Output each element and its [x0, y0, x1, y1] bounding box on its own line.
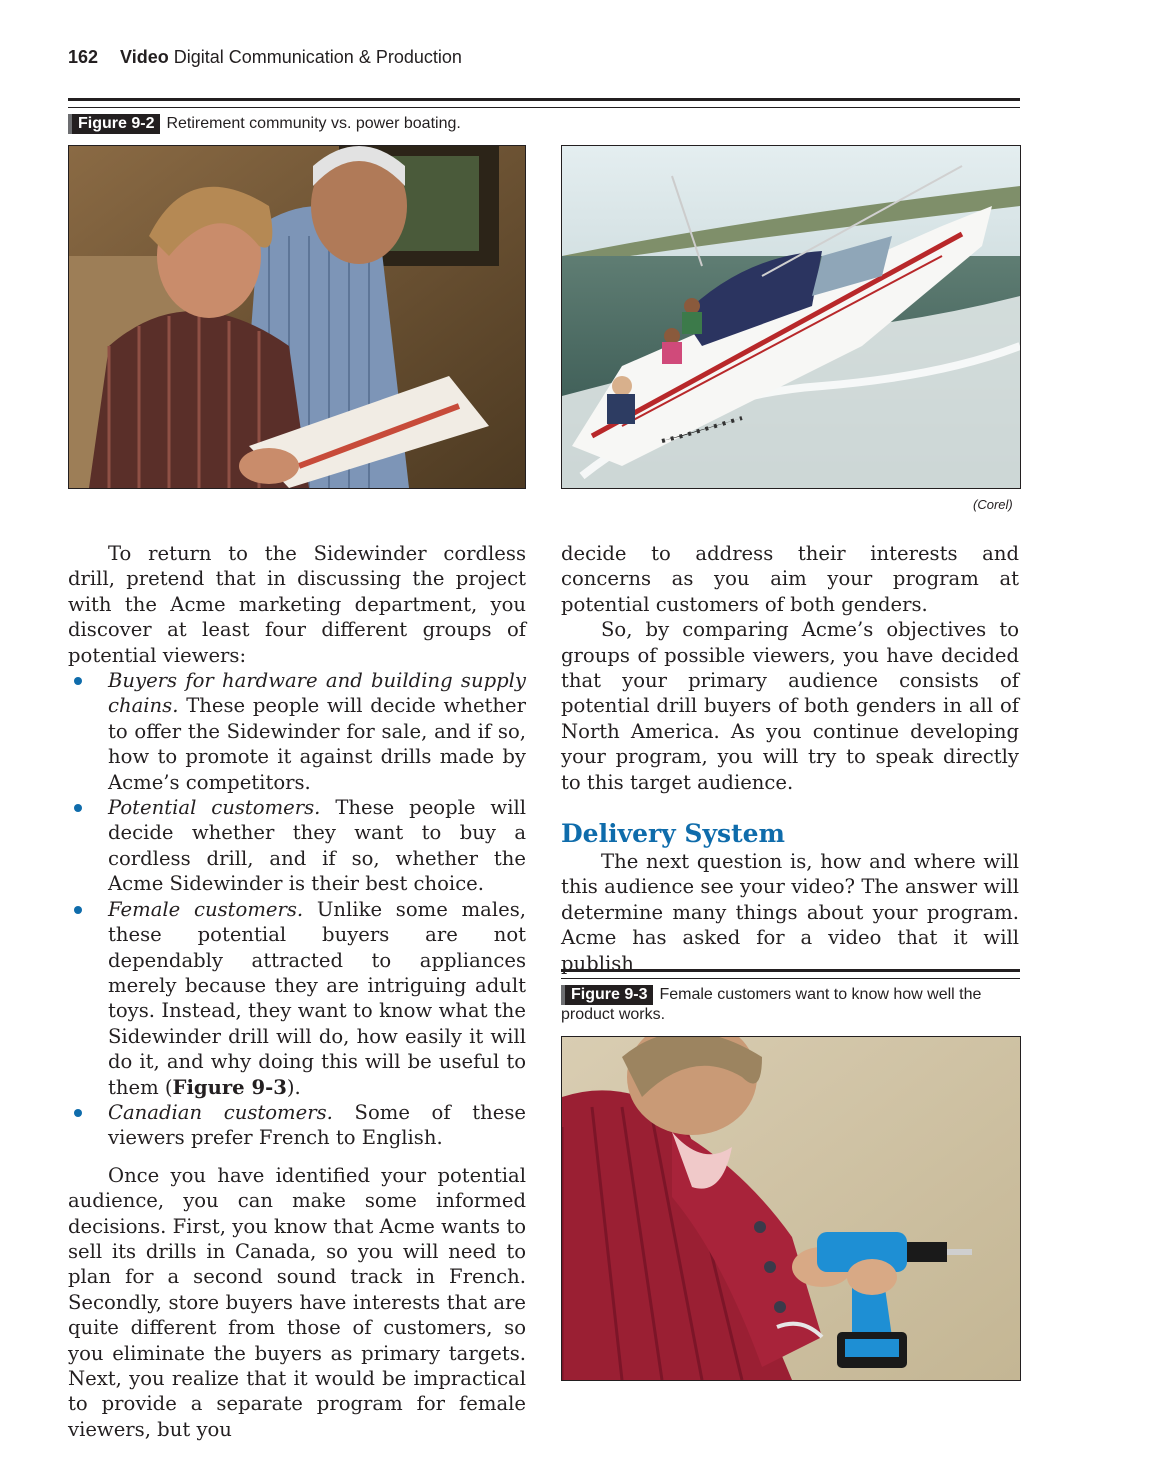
figure-label: Figure 9-2: [68, 114, 160, 134]
section-heading: Delivery System: [561, 819, 785, 849]
couple-photo: [68, 145, 526, 489]
figure-caption-text: Retirement community vs. power boating.: [166, 115, 461, 132]
viewer-groups-list: [68, 668, 526, 1151]
bullet-term: Potential customers.: [108, 796, 321, 820]
bullet-term: Female customers.: [108, 897, 304, 921]
continued-paragraph: decide to address their interests and concerns as you aim your program at potential customers of both genders.: [561, 542, 1019, 616]
list-item: [68, 897, 526, 1100]
figure-rule: [561, 969, 1020, 979]
figure-9-3-caption: [561, 985, 1023, 1025]
bullet-icon: [74, 677, 82, 685]
bullet-text: These people will decide whether to offer the Sidewinder for sale, and if so, how to promote it against drills made by Acme’s competitors.: [108, 694, 526, 794]
book-title: Digital Communication & Production: [173, 47, 462, 67]
photo-credit: (Corel): [973, 497, 1013, 512]
drill-photo: [561, 1036, 1021, 1381]
audience-paragraph: So, by comparing Acme’s objectives to groups of possible viewers, you have decided that your primary audience consists of potential drill buyers of both genders in all of North America. As you continue developing your program, you will try to speak directly to this target audience.: [561, 618, 1019, 794]
page-number: 162: [68, 47, 99, 67]
running-header: [68, 47, 462, 68]
intro-paragraph: To return to the Sidewinder cordless drill, pretend that in discussing the project with the Acme marketing department, you discover at least four different groups of potential viewers:: [68, 542, 526, 667]
list-item: [68, 1100, 526, 1151]
right-column: [561, 541, 1019, 976]
bullet-icon: [74, 804, 82, 812]
list-item: [68, 668, 526, 795]
bullet-text: Some of these viewers prefer French to English.: [108, 1100, 526, 1150]
section-name: Video: [120, 47, 169, 67]
list-item: [68, 795, 526, 897]
delivery-paragraph: The next question is, how and where will this audience see your video? The answer will determine many things about your program. Acme has asked for a video that it will publish: [561, 850, 1019, 975]
figure-label: Figure 9-3: [561, 985, 653, 1005]
bullet-text: These people will decide whether they want to buy a cordless drill, and if so, whether the Acme Sidewinder is their best choice.: [108, 796, 526, 896]
figure-caption-text: Female customers want to know how well the product works.: [561, 986, 982, 1023]
figure-9-2-caption: [68, 114, 461, 134]
figure-rule: [68, 98, 1020, 108]
bullet-icon: [74, 1109, 82, 1117]
boat-photo: [561, 145, 1021, 489]
left-column: [68, 541, 526, 1442]
closing-paragraph: Once you have identified your potential audience, you can make some informed decisions. First, you know that Acme wants to sell its drills in Canada, so you will need to plan for a second sound track in French. Secondly, store buyers have interests that are quite different from those of customers, so you eliminate the buyers as primary targets. Next, you realize that it would be impractical to provide a separate program for female viewers, but you: [68, 1163, 526, 1441]
bullet-text-end: ).: [286, 1075, 301, 1099]
bullet-text: Unlike some males, these potential buyers are not dependably attracted to appliances merely because they are intriguing adult toys. Instead, they want to know what the Sidewinder drill will do, how easily it will do it, and why doing this will be useful to them (: [108, 897, 526, 1099]
bullet-term: Canadian customers.: [108, 1100, 333, 1124]
bullet-term: Buyers for hardware and building supply chains.: [108, 669, 526, 718]
bullet-icon: [74, 906, 82, 914]
figure-reference[interactable]: Figure 9-3: [172, 1075, 287, 1099]
